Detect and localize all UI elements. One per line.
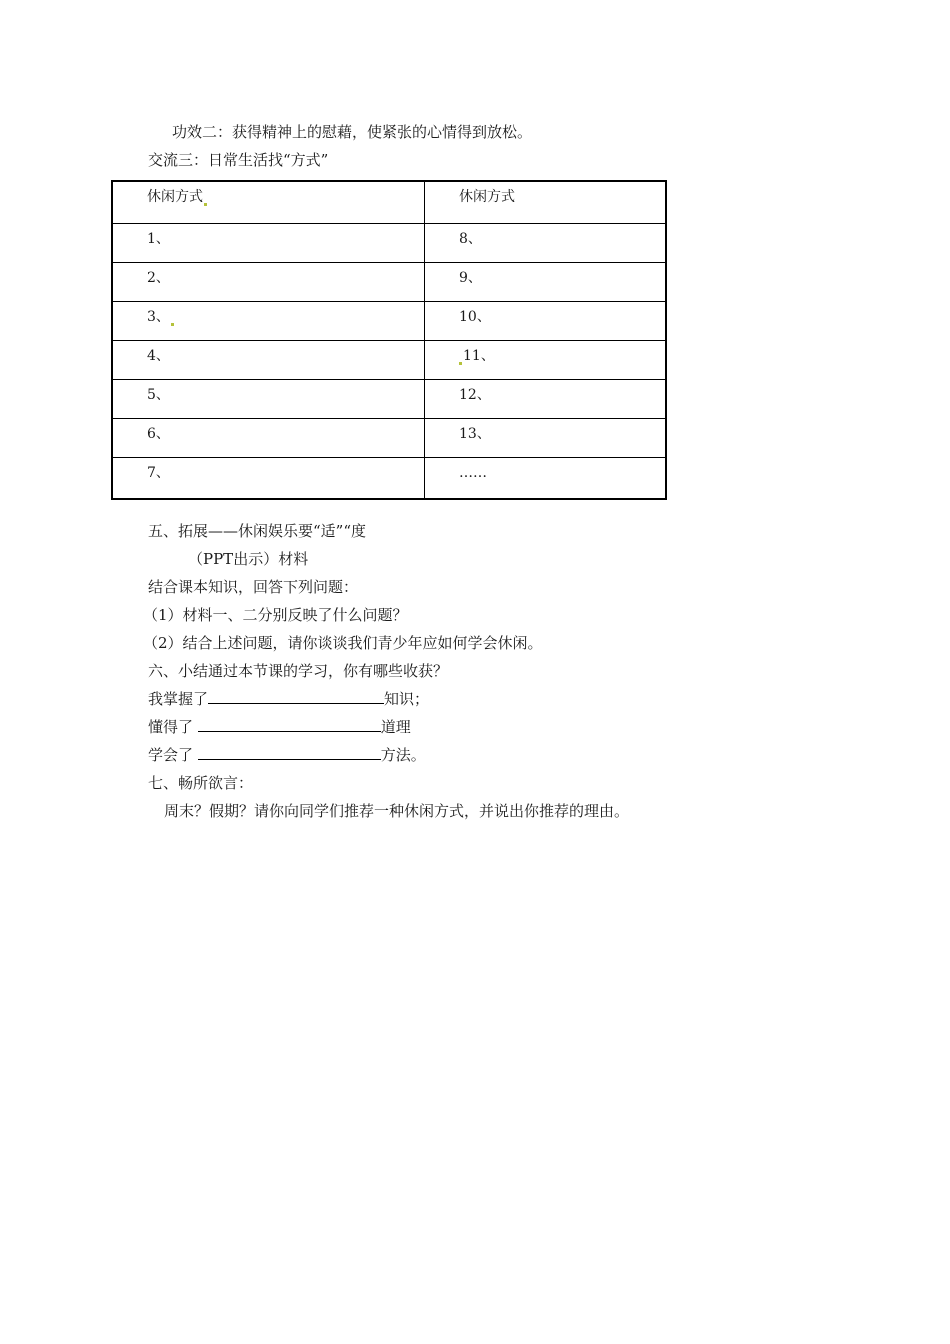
section-seven-title: 七、畅所欲言： (148, 774, 254, 792)
reason-blank[interactable] (198, 717, 381, 732)
summary-method-prefix: 学会了 (148, 746, 198, 764)
table-cell-right: 12、 (425, 380, 667, 419)
knowledge-blank[interactable] (208, 689, 384, 704)
table-row (112, 341, 666, 380)
table-cell-left: 1、 (112, 224, 425, 263)
table-cell-left: 5、 (112, 380, 425, 419)
table-cell-right: 9、 (425, 263, 667, 302)
row-label: 3、 (147, 309, 170, 325)
table-cell-left: 4、 (112, 341, 425, 380)
material-label: （PPT出示）材料 (188, 550, 309, 568)
summary-method-line (148, 745, 426, 765)
method-blank[interactable] (198, 745, 381, 760)
mark-dot (204, 203, 207, 206)
table-cell-right (425, 341, 667, 380)
summary-knowledge-line (148, 689, 429, 709)
table-cell-right: 8、 (425, 224, 667, 263)
summary-knowledge-suffix: 知识； (384, 690, 430, 708)
table-row (112, 419, 666, 458)
table-row (112, 224, 666, 263)
row-label: 11、 (463, 348, 495, 364)
table-row (112, 458, 666, 500)
table-header-cell-left (112, 181, 425, 224)
summary-reason-prefix: 懂得了 (148, 718, 198, 736)
table-cell-right: …… (425, 458, 667, 500)
table-header-cell-right: 休闲方式 (425, 181, 667, 224)
table-header-row (112, 181, 666, 224)
summary-knowledge-prefix: 我掌握了 (148, 690, 209, 708)
section-six-title: 六、小结通过本节课的学习，你有哪些收获？ (148, 662, 449, 680)
question-one: （1）材料一、二分别反映了什么问题？ (143, 606, 408, 624)
table-cell-right: 10、 (425, 302, 667, 341)
table-cell-right: 13、 (425, 419, 667, 458)
table-cell-left (112, 302, 425, 341)
answer-prompt: 结合课本知识，回答下列问题： (148, 578, 359, 596)
exchange-three-heading: 交流三：日常生活找“方式” (148, 151, 329, 169)
table-row (112, 380, 666, 419)
table-row (112, 302, 666, 341)
effect-two-text: 功效二：获得精神上的慰藉，使紧张的心情得到放松。 (172, 123, 533, 141)
header-left-label: 休闲方式 (147, 189, 203, 205)
section-five-title: 五、拓展——休闲娱乐要“适”“度 (148, 522, 367, 540)
table-cell-left: 7、 (112, 458, 425, 500)
table-cell-left: 2、 (112, 263, 425, 302)
question-two: （2）结合上述问题，请你谈谈我们青少年应如何学会休闲。 (143, 634, 543, 652)
leisure-methods-table (111, 180, 667, 500)
mark-dot (459, 362, 462, 365)
summary-reason-suffix: 道理 (380, 718, 411, 736)
mark-dot (171, 323, 174, 326)
summary-reason-line (148, 717, 411, 737)
summary-method-suffix: 方法。 (380, 746, 426, 764)
section-seven-body: 周末？假期？请你向同学们推荐一种休闲方式，并说出你推荐的理由。 (164, 802, 630, 820)
table-cell-left: 6、 (112, 419, 425, 458)
table-row (112, 263, 666, 302)
